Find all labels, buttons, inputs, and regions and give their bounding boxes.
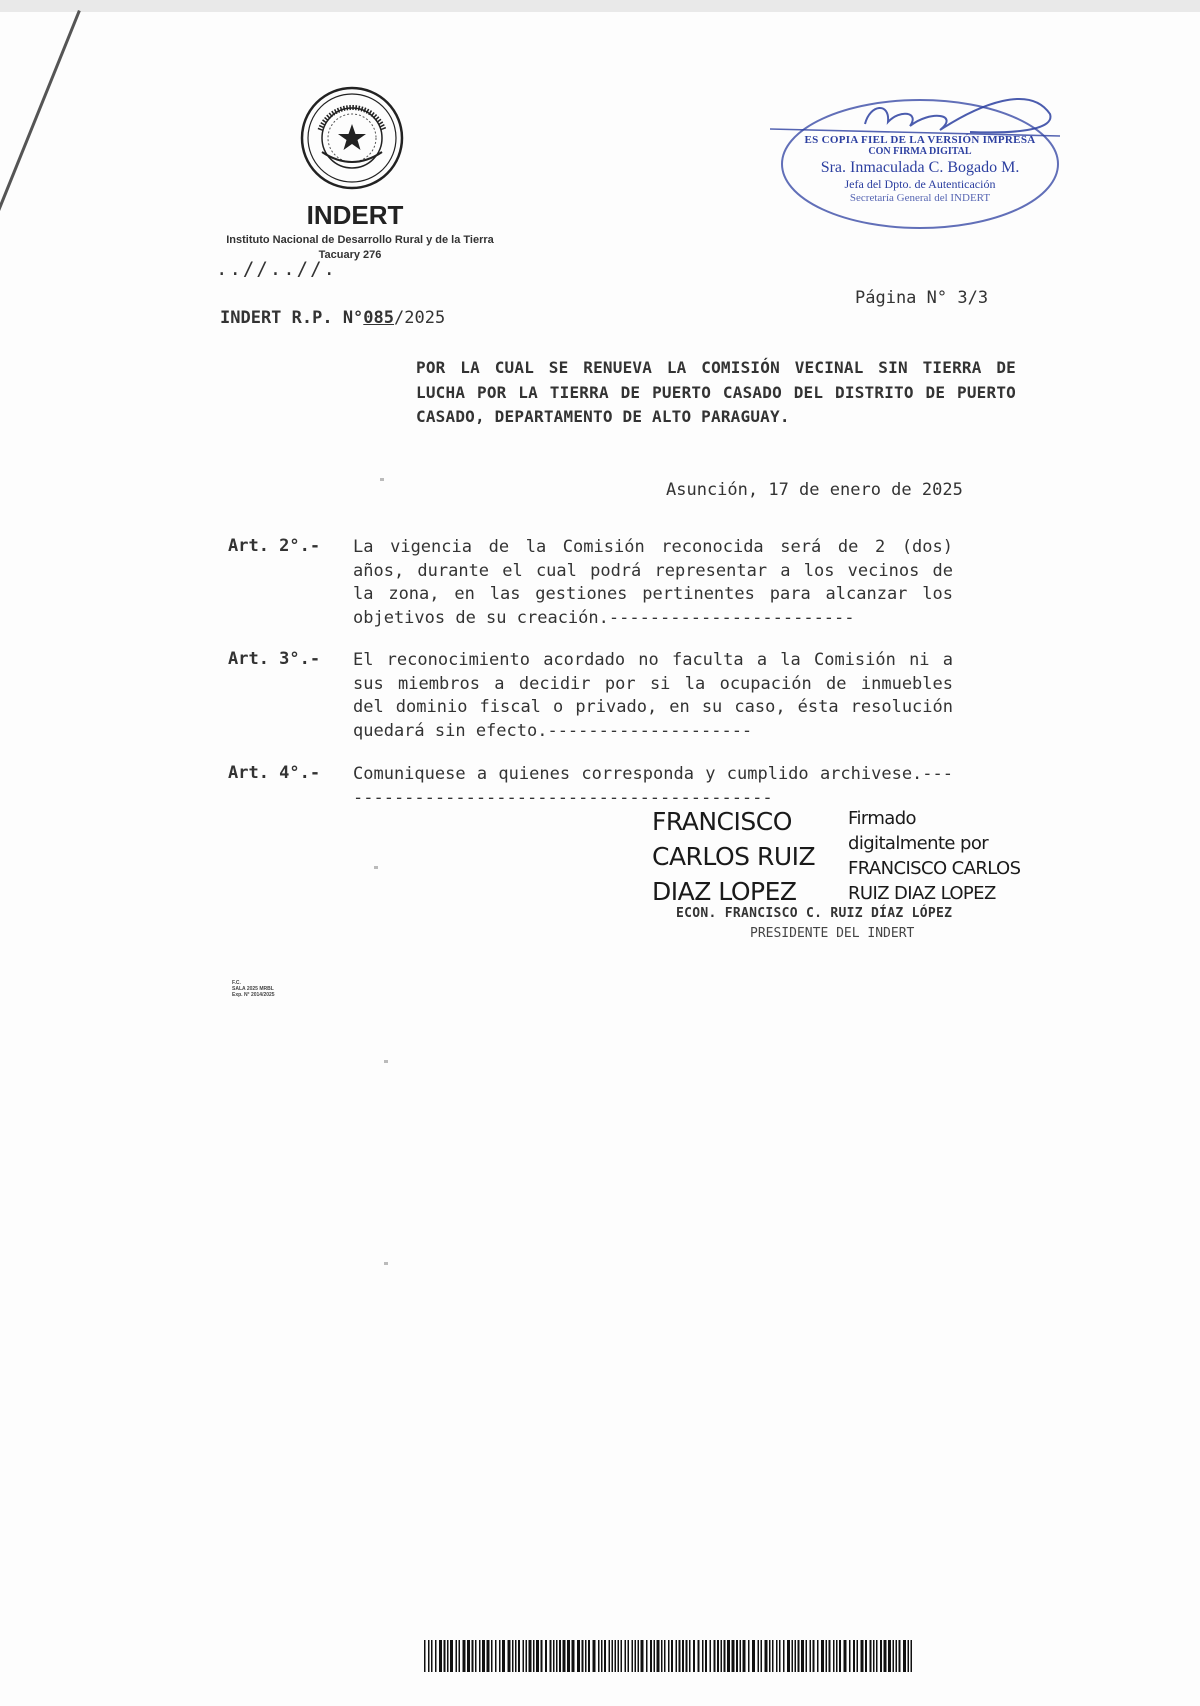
barcode-bar	[604, 1640, 606, 1672]
barcode-bar	[598, 1640, 600, 1672]
barcode-bar	[761, 1640, 763, 1672]
barcode-bar	[593, 1640, 596, 1672]
barcode-bar	[618, 1640, 620, 1672]
barcode-bar	[714, 1640, 716, 1672]
barcode-bar	[870, 1640, 872, 1672]
barcode-bar	[512, 1640, 514, 1672]
barcode-bar	[758, 1640, 760, 1672]
barcode-bar	[625, 1640, 627, 1672]
barcode-bar	[743, 1640, 746, 1672]
barcode-bar	[849, 1640, 851, 1672]
barcode-bar	[693, 1640, 695, 1672]
article-label: Art. 4°.-	[228, 763, 321, 783]
barcode-bar	[518, 1640, 520, 1672]
barcode-bar	[836, 1640, 838, 1672]
signatory-printed-name: ECON. FRANCISCO C. RUIZ DÍAZ LÓPEZ	[676, 906, 953, 921]
barcode-bar	[609, 1640, 611, 1672]
barcode-bar	[736, 1640, 738, 1672]
barcode-bar	[861, 1640, 864, 1672]
signature-info	[848, 806, 1038, 906]
barcode-bar	[556, 1640, 558, 1672]
barcode-bar	[515, 1640, 517, 1672]
reference-prefix: INDERT R.P. N°	[220, 308, 364, 328]
barcode-bar	[487, 1640, 490, 1672]
article-text: Comuniquese a quienes corresponda y cumplido archivese.--------------------------------------------	[353, 764, 953, 808]
signature-name-line: FRANCISCO	[652, 807, 792, 836]
barcode-bar	[857, 1640, 859, 1672]
barcode-bar	[689, 1640, 691, 1672]
barcode-bar	[491, 1640, 493, 1672]
barcode-bar	[896, 1640, 898, 1672]
barcode-bar	[577, 1640, 580, 1672]
barcode-bar	[740, 1640, 742, 1672]
barcode-bar	[553, 1640, 555, 1672]
barcode-bar	[495, 1640, 497, 1672]
footer-ref-line: SALA 2025 MRBL	[232, 986, 274, 992]
barcode-bar	[572, 1640, 575, 1672]
barcode-bar	[641, 1640, 644, 1672]
signature-info-line: FRANCISCO CARLOS	[848, 858, 1021, 879]
barcode-bar	[621, 1640, 623, 1672]
barcode-bar	[772, 1640, 774, 1672]
stamp-line-4: Jefa del Dpto. de Autenticación	[844, 177, 996, 191]
barcode-bar	[702, 1640, 704, 1672]
barcode-bar	[752, 1640, 755, 1672]
barcode-bar	[880, 1640, 882, 1672]
barcode-bar	[717, 1640, 719, 1672]
resolution-subject: POR LA CUAL SE RENUEVA LA COMISIÓN VECINAL SIN TIERRA DE LUCHA POR LA TIERRA DE PUERTO CASADO DEL DISTRITO DE PUERTO CASADO, DEPARTAMENTO DE ALTO PARAGUAY.	[416, 358, 1016, 426]
barcode-bar	[821, 1640, 824, 1672]
signature-name	[652, 804, 822, 909]
barcode-bar	[541, 1640, 543, 1672]
barcode-bar	[533, 1640, 535, 1672]
barcode-bar	[456, 1640, 458, 1672]
barcode-bar	[893, 1640, 895, 1672]
barcode-bar	[463, 1640, 466, 1672]
barcode-bar	[769, 1640, 771, 1672]
barcode-bar	[776, 1640, 778, 1672]
barcode-bar	[908, 1640, 910, 1672]
barcode-bar	[682, 1640, 684, 1672]
barcode-bar	[844, 1640, 847, 1672]
barcode-bar	[779, 1640, 781, 1672]
article-label: Art. 2°.-	[228, 536, 321, 556]
barcode-bar	[638, 1640, 640, 1672]
barcode-bar	[479, 1640, 481, 1672]
resolution-reference	[220, 308, 445, 328]
reference-number: 085	[363, 308, 395, 328]
barcode-bar	[798, 1640, 800, 1672]
barcode-bar	[588, 1640, 590, 1672]
barcode-bar	[817, 1640, 819, 1672]
barcode-bar	[853, 1640, 855, 1672]
barcode-bar	[727, 1640, 730, 1672]
reference-year: /2025	[394, 308, 446, 328]
barcode-bar	[536, 1640, 539, 1672]
barcode-bar	[424, 1640, 426, 1672]
barcode-bar	[475, 1640, 477, 1672]
stamp-line-3: Sra. Inmaculada C. Bogado M.	[820, 159, 1020, 176]
barcode-bar	[467, 1640, 470, 1672]
stamp-line-5: Secretaría General del INDERT	[849, 192, 991, 204]
barcode-bar	[710, 1640, 712, 1672]
barcode-bar	[601, 1640, 603, 1672]
barcode-bar	[550, 1640, 552, 1672]
barcode-bar	[668, 1640, 670, 1672]
barcode-bar	[801, 1640, 804, 1672]
signature-info-line: RUIZ DIAZ LOPEZ	[848, 883, 996, 904]
footer-ref-line: F.C.	[232, 980, 241, 986]
scan-speck	[384, 1060, 388, 1063]
barcode-icon	[424, 1640, 914, 1672]
barcode-bar	[698, 1640, 700, 1672]
barcode-bar	[657, 1640, 660, 1672]
signature-info-line: digitalmente por	[848, 833, 989, 854]
barcode-bar	[650, 1640, 652, 1672]
barcode-bar	[806, 1640, 808, 1672]
barcode-bar	[810, 1640, 812, 1672]
barcode-bar	[839, 1640, 841, 1672]
barcode-bar	[884, 1640, 887, 1672]
barcode-bar	[783, 1640, 785, 1672]
barcode-bar	[431, 1640, 433, 1672]
barcode-bar	[721, 1640, 723, 1672]
barcode-bar	[612, 1640, 614, 1672]
stamp-line-2: CON FIRMA DIGITAL	[868, 146, 972, 157]
article-text: El reconocimiento acordado no faculta a la Comisión ni a sus miembros a decidir por si la ocupación de inmuebles del dominio fiscal o privado, en su caso, ésta resolución quedará sin efecto.--------------------	[353, 650, 953, 741]
article-label: Art. 3°.-	[228, 649, 321, 669]
barcode-bar	[876, 1640, 878, 1672]
barcode-bar	[502, 1640, 505, 1672]
barcode-bar	[582, 1640, 584, 1672]
barcode-bar	[705, 1640, 707, 1672]
barcode-bar	[450, 1640, 453, 1672]
barcode-bar	[646, 1640, 648, 1672]
barcode-bar	[508, 1640, 511, 1672]
signature-name-line: DIAZ LOPEZ	[652, 877, 797, 906]
barcode-bar	[567, 1640, 570, 1672]
footer-ref-line: Exp. N° 2014/2025	[232, 992, 275, 998]
barcode-bar	[428, 1640, 430, 1672]
barcode-bar	[899, 1640, 901, 1672]
barcode-bar	[865, 1640, 867, 1672]
barcode-bar	[499, 1640, 501, 1672]
barcode-bar	[435, 1640, 437, 1672]
barcode-bar	[545, 1640, 547, 1672]
signatory-title: PRESIDENTE DEL INDERT	[750, 926, 915, 941]
barcode-bar	[787, 1640, 790, 1672]
barcode-bar	[679, 1640, 681, 1672]
barcode-bar	[585, 1640, 587, 1672]
barcode-bar	[676, 1640, 678, 1672]
barcode-bar	[795, 1640, 797, 1672]
barcode-bar	[765, 1640, 768, 1672]
national-seal-icon	[300, 86, 404, 190]
scan-speck	[374, 866, 378, 869]
barcode-bar	[447, 1640, 449, 1672]
barcode-bar	[813, 1640, 815, 1672]
barcode-bar	[529, 1640, 532, 1672]
barcode-bar	[559, 1640, 561, 1672]
barcode-bar	[654, 1640, 656, 1672]
footer-reference	[232, 980, 275, 998]
barcode-bar	[635, 1640, 637, 1672]
barcode-bar	[526, 1640, 528, 1672]
barcode-bar	[563, 1640, 566, 1672]
barcode-bar	[826, 1640, 828, 1672]
org-address: Tacuary 276	[318, 249, 382, 261]
barcode-bar	[482, 1640, 485, 1672]
barcode-bar	[732, 1640, 735, 1672]
barcode-bar	[439, 1640, 442, 1672]
barcode-bar	[748, 1640, 750, 1672]
barcode-bar	[628, 1640, 630, 1672]
scan-margin-line	[0, 10, 81, 289]
barcode-bar	[664, 1640, 666, 1672]
barcode-bar	[444, 1640, 446, 1672]
barcode-bar	[903, 1640, 906, 1672]
stamp-text-block	[790, 134, 1050, 204]
org-short-name: INDERT	[306, 200, 404, 230]
barcode-bar	[792, 1640, 794, 1672]
place-date: Asunción, 17 de enero de 2025	[666, 480, 963, 500]
barcode-bar	[632, 1640, 634, 1672]
barcode-bar	[615, 1640, 617, 1672]
signature-name-line: CARLOS RUIZ	[652, 842, 816, 871]
scan-speck	[384, 1262, 388, 1265]
barcode-bar	[873, 1640, 875, 1672]
barcode-bar	[888, 1640, 891, 1672]
barcode-bar	[459, 1640, 461, 1672]
barcode-bar	[671, 1640, 673, 1672]
barcode-bar	[833, 1640, 835, 1672]
article-text: La vigencia de la Comisión reconocida será de 2 (dos) años, durante el cual podrá representar a los vecinos de la zona, en las gestiones pertinentes para alcanzar los objetivos de su creación.------------------------	[353, 537, 953, 628]
signature-info-line: Firmado	[848, 808, 916, 829]
barcode-bar	[523, 1640, 525, 1672]
barcode-bar	[829, 1640, 831, 1672]
barcode-bar	[472, 1640, 474, 1672]
continuation-marker: ..//..//.	[216, 258, 337, 280]
page-number: Página N° 3/3	[855, 288, 989, 308]
barcode-bar	[686, 1640, 688, 1672]
scan-top-band	[0, 0, 1200, 12]
barcode-bar	[911, 1640, 913, 1672]
scan-speck	[380, 478, 384, 481]
barcode-bar	[724, 1640, 726, 1672]
stamp-line-1: ES COPIA FIEL DE LA VERSIÓN IMPRESA	[804, 134, 1036, 146]
barcode-bar	[661, 1640, 663, 1672]
org-full-name: Instituto Nacional de Desarrollo Rural y de la Tierra	[226, 234, 494, 246]
